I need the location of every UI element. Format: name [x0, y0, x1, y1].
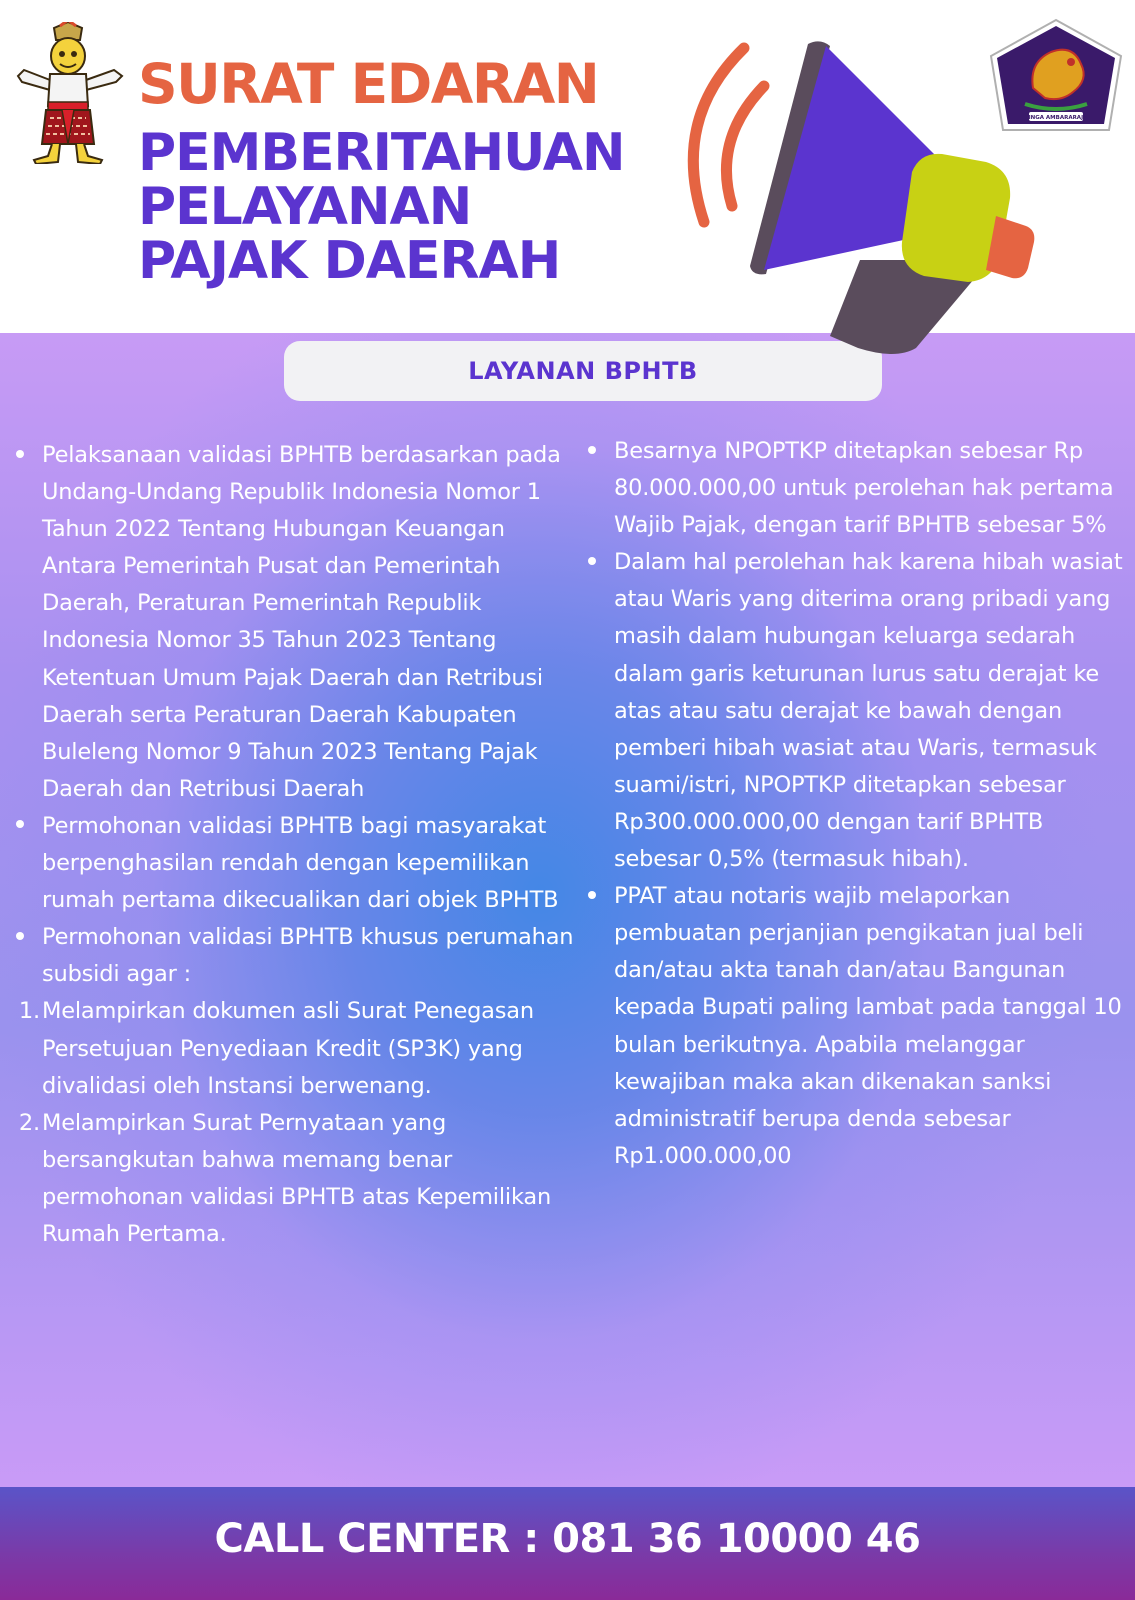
megaphone-icon: [680, 30, 1060, 370]
list-item-text: Dalam hal perolehan hak karena hibah wasiat atau Waris yang diterima orang pribadi yang masih dalam hubungan keluarga sedarah dalam garis keturunan lurus satu derajat ke atas atau satu derajat ke bawah dengan pemberi hibah wasiat atau Waris, termasuk suami/istri, NPOPTKP ditetapkan sebesar Rp300.000.000,00 dengan tarif BPHTB sebesar 0,5% (termasuk hibah).: [614, 549, 1123, 873]
bullet-icon: [0, 808, 40, 845]
numbered-item: [0, 1105, 575, 1253]
list-item-text: Permohonan validasi BPHTB bagi masyarakat berpenghasilan rendah dengan kepemilikan rumah pertama dikecualikan dari objek BPHTB: [42, 812, 559, 914]
title-line-3: PAJAK DAERAH: [138, 231, 561, 291]
list-item-text: PPAT atau notaris wajib melaporkan pembuatan perjanjian pengikatan jual beli dan/atau akta tanah dan/atau Bangunan kepada Bupati paling lambat pada tanggal 10 bulan berikutnya. Apabila melanggar kewajiban maka akan dikenakan sanksi administratif berupa denda sebesar Rp1.000.000,00: [614, 883, 1122, 1169]
footer: [0, 1487, 1135, 1600]
number-marker: 2.: [18, 1109, 40, 1136]
list-item: [0, 437, 575, 808]
bullet-icon: [572, 544, 612, 581]
bullet-icon: [572, 433, 612, 470]
call-center-text: CALL CENTER : 081 36 10000 46: [214, 1515, 921, 1562]
number-marker: 1.: [18, 998, 40, 1025]
title-line-2: PELAYANAN: [138, 177, 472, 237]
page-title: [138, 123, 625, 291]
right-column: [572, 433, 1135, 1175]
title-line-1: PEMBERITAHUAN: [138, 123, 625, 183]
list-item-text: Pelaksanaan validasi BPHTB berdasarkan pada Undang-Undang Republik Indonesia Nomor 1 Tahun 2022 Tentang Hubungan Keuangan Antara Pemerintah Pusat dan Pemerintah Daerah, Peraturan Pemerintah Republik Indonesia Nomor 35 Tahun 2023 Tentang Ketentuan Umum Pajak Daerah dan Retribusi Daerah serta Peraturan Daerah Kabupaten Buleleng Nomor 9 Tahun 2023 Tentang Pajak Daerah dan Retribusi Daerah: [42, 442, 561, 802]
mascot-illustration: [10, 22, 128, 164]
section-label: LAYANAN BPHTB: [284, 341, 882, 401]
list-item: [572, 878, 1135, 1175]
content-area: [0, 333, 1135, 1487]
list-item: [572, 544, 1135, 878]
list-item-text: Melampirkan Surat Pernyataan yang bersangkutan bahwa memang benar permohonan validasi BPHTB atas Kepemilikan Rumah Pertama.: [42, 1109, 552, 1247]
list-item: [572, 433, 1135, 544]
list-item-text: Melampirkan dokumen asli Surat Penegasan Persetujuan Penyediaan Kredit (SP3K) yang divalidasi oleh Instansi berwenang.: [42, 998, 534, 1099]
bullet-icon: [0, 437, 40, 474]
title-surat-edaran: SURAT EDARAN: [138, 52, 599, 116]
numbered-item: [0, 993, 575, 1104]
left-column: [0, 437, 575, 1253]
bullet-icon: [0, 919, 40, 956]
list-item-text: Besarnya NPOPTKP ditetapkan sebesar Rp 80.000.000,00 untuk perolehan hak pertama Wajib Pajak, dengan tarif BPHTB sebesar 5%: [614, 438, 1114, 539]
list-item-text: Permohonan validasi BPHTB khusus perumahan subsidi agar :: [42, 924, 574, 988]
bullet-icon: [572, 878, 612, 915]
list-item: [0, 919, 575, 993]
list-item: [0, 808, 575, 919]
crest-label: SINGA AMBARARAJA: [1024, 115, 1088, 121]
